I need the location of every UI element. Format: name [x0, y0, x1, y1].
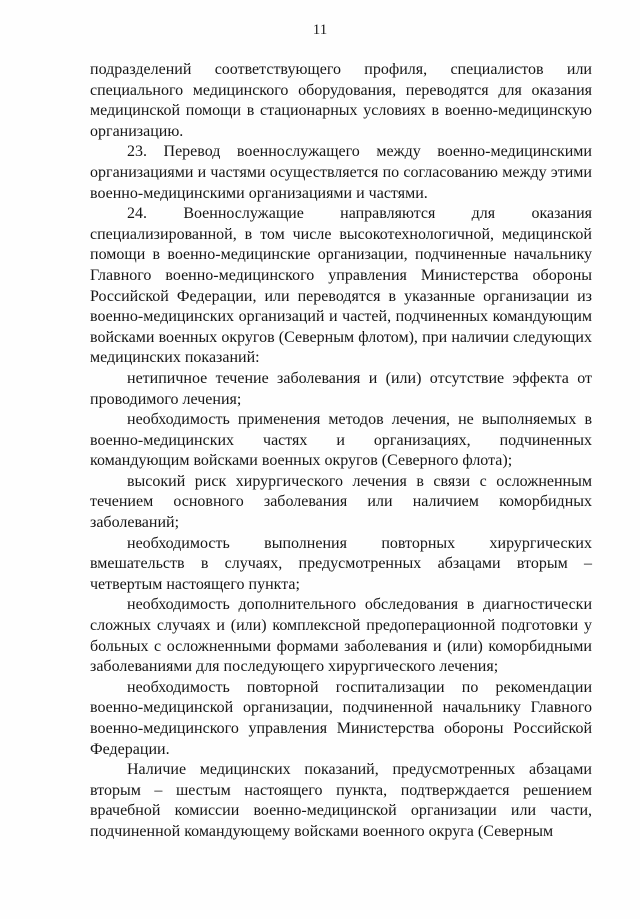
paragraph: необходимость выполнения повторных хирургических вмешательств в случаях, предусмотренных абзацами вторым – четвертым настоящего пункта; — [90, 534, 592, 593]
paragraph: 23. Перевод военнослужащего между военно-медицинскими организациями и частями осуществляется по согласованию между этими военно-медицинскими организациями и частями. — [90, 143, 592, 202]
paragraph: Наличие медицинских показаний, предусмотренных абзацами вторым – шестым настоящего пункта, подтверждается решением врачебной комиссии военно-медицинской организации или части, подчиненной командующему войсками военного округа (Северным — [90, 761, 592, 840]
paragraph: необходимость дополнительного обследования в диагностически сложных случаях и (или) комплексной предоперационной подготовки у больных с осложненными формами заболевания и (или) коморбидными заболеваниями для последующего хирургического лечения; — [90, 596, 592, 676]
page-number: 11 — [312, 22, 328, 38]
paragraph: 24. Военнослужащие направляются для оказания специализированной, в том числе высокотехнологичной, медицинской помощи в военно-медицинские организации, подчиненные начальнику Главного военно-медицинского управления Министерства обороны Российской Федерации, или переводятся в указанные организации из военно-медицинских организаций и частей, подчиненных командующим войсками военных округов (Северным флотом), при наличии следующих медицинских показаний: — [90, 205, 592, 367]
paragraph: нетипичное течение заболевания и (или) отсутствие эффекта от проводимого лечения; — [90, 369, 592, 408]
paragraph: необходимость повторной госпитализации по рекомендации военно-медицинской организации, подчиненной начальнику Главного военно-медицинского управления Министерства обороны Российской Федерации. — [90, 678, 592, 758]
paragraph: подразделений соответствующего профиля, специалистов или специального медицинского оборудования, переводятся для оказания медицинской помощи в стационарных условиях в военно-медицинскую организацию. — [90, 61, 592, 140]
document-body — [90, 60, 592, 843]
paragraph: необходимость применения методов лечения, не выполняемых в военно-медицинских частях и организациях, подчиненных командующим войсками военных округов (Северного флота); — [90, 411, 592, 470]
paragraph: высокий риск хирургического лечения в связи с осложненным течением основного заболевания или наличием коморбидных заболеваний; — [90, 472, 592, 532]
